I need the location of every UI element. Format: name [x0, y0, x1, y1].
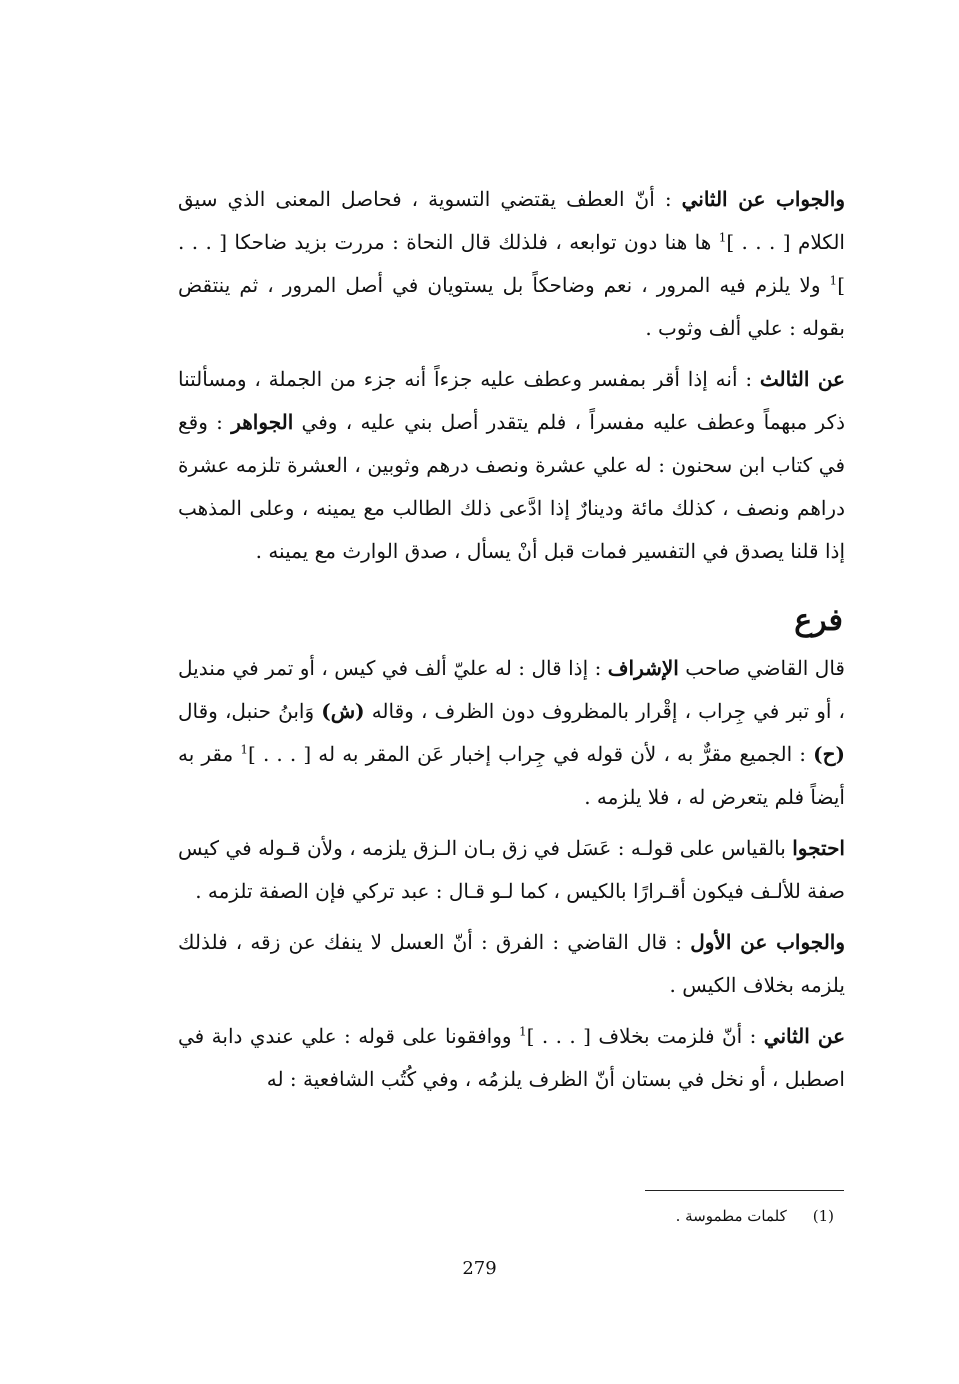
text-run: مقر به أيضاً فلم يتعرض له ، فلا يلزمه .: [178, 742, 845, 809]
text-run: : الجميع مقرٌّ به ، لأن قوله في جِراب إخبار عَن المقر به له [ . . . ]: [248, 742, 814, 766]
text-run: : أنّ فلزمت بخلاف [ . . . ]: [526, 1024, 764, 1048]
bold-term: الجواهر: [231, 410, 294, 434]
footnote-text: كلمات مطموسة .: [675, 1207, 787, 1225]
paragraph-answer-second-2: [178, 1015, 845, 1101]
text-run: قال القاضي صاحب: [678, 656, 845, 680]
footnote: [676, 1205, 834, 1227]
text-run: : إذا قال : له عليّ ألف في كيس ، أو تمر في منديل ، أو تبر في جِراب ، إقْرار بالمظروف دون الظرف ، وقاله: [178, 656, 845, 723]
text-run: ووافقونا على قوله : علي عندي دابة في اصطبل ، أو نخل في بستان أنّ الظرف يلزمُه ، وفي كُتُب الشافعية : له: [178, 1024, 845, 1091]
text-run: : أنّ العطف يقتضي التسوية ، فحاصل المعنى الذي سيق الكلام [ . . . ]: [178, 187, 845, 254]
page-body: [178, 178, 845, 1101]
bold-term: الإشراف: [607, 656, 679, 680]
text-run: بالقياس على قولـه : عَسَل في زق بـان الـزق يلزمه ، ولأن قـوله في كيس صفة للألـف فيكون أقـرارًا بالكيس ، كما لـو قـال : عبد تركي فإن الصفة تلزمه .: [178, 836, 845, 903]
footnote-number: (1): [812, 1207, 834, 1225]
footnote-ref: 1: [518, 1024, 527, 1039]
text-run: ولا يلزم فيه المرور ، نعم وضاحكاً بل يستويان في أصل المرور ، ثم ينتقض بقوله : علي ألف وثوب .: [178, 273, 845, 340]
bold-term: (ح): [813, 742, 845, 766]
text-run: : وقع في كتاب ابن سحنون : له علي عشرة ونصف درهم وثوبين ، العشرة تلزمه عشرة دراهم ونصف ، كذلك مائة ودينارٌ إذا ادَّعى ذلك الطالب مع يمينه ، وعلى المذهب إذا قلنا يصدق في التفسير فمات قبل أنْ يسأل ، صدق الوارث مع يمينه .: [178, 410, 845, 563]
bold-term: والجواب عن الأول: [690, 930, 846, 954]
bold-term: عن الثالث: [759, 367, 845, 391]
bold-term: احتجوا: [792, 836, 845, 860]
paragraph-answer-third: [178, 358, 845, 573]
bold-term: والجواب عن الثاني: [681, 187, 845, 211]
bold-term: (ش): [321, 699, 365, 723]
footnote-ref: 1: [829, 273, 838, 288]
section-heading: فرع: [794, 603, 843, 638]
paragraph-answer-second: [178, 178, 845, 350]
page-number: 279: [462, 1258, 497, 1279]
text-run: ها هنا دون توابعه ، فلذلك قال النحاة : مررت بزيد ضاحكا [ . . . ]: [178, 230, 845, 297]
text-run: وَابنُ حنبل، وقال: [178, 699, 322, 723]
paragraph-ihtajju: [178, 827, 845, 913]
footnote-ref: 1: [240, 742, 249, 757]
text-run: : أنه إذا أقر بمفسر وعطف عليه جزءاً أنه جزء من الجملة ، ومسألتنا ذكر مبهماً وعطف عليه مفسراً ، فلم يتقدر أصل بني عليه ، وفي: [178, 367, 845, 434]
text-run: : قال القاضي : الفرق : أنّ العسل لا ينفك عن زقه ، فلذلك يلزمه بخلاف الكيس .: [178, 930, 845, 997]
paragraph-answer-first: [178, 921, 845, 1007]
footnote-divider: [645, 1190, 844, 1191]
footnote-ref: 1: [718, 230, 727, 245]
paragraph-qadi-ishraf: [178, 647, 845, 819]
bold-term: عن الثاني: [763, 1024, 846, 1048]
